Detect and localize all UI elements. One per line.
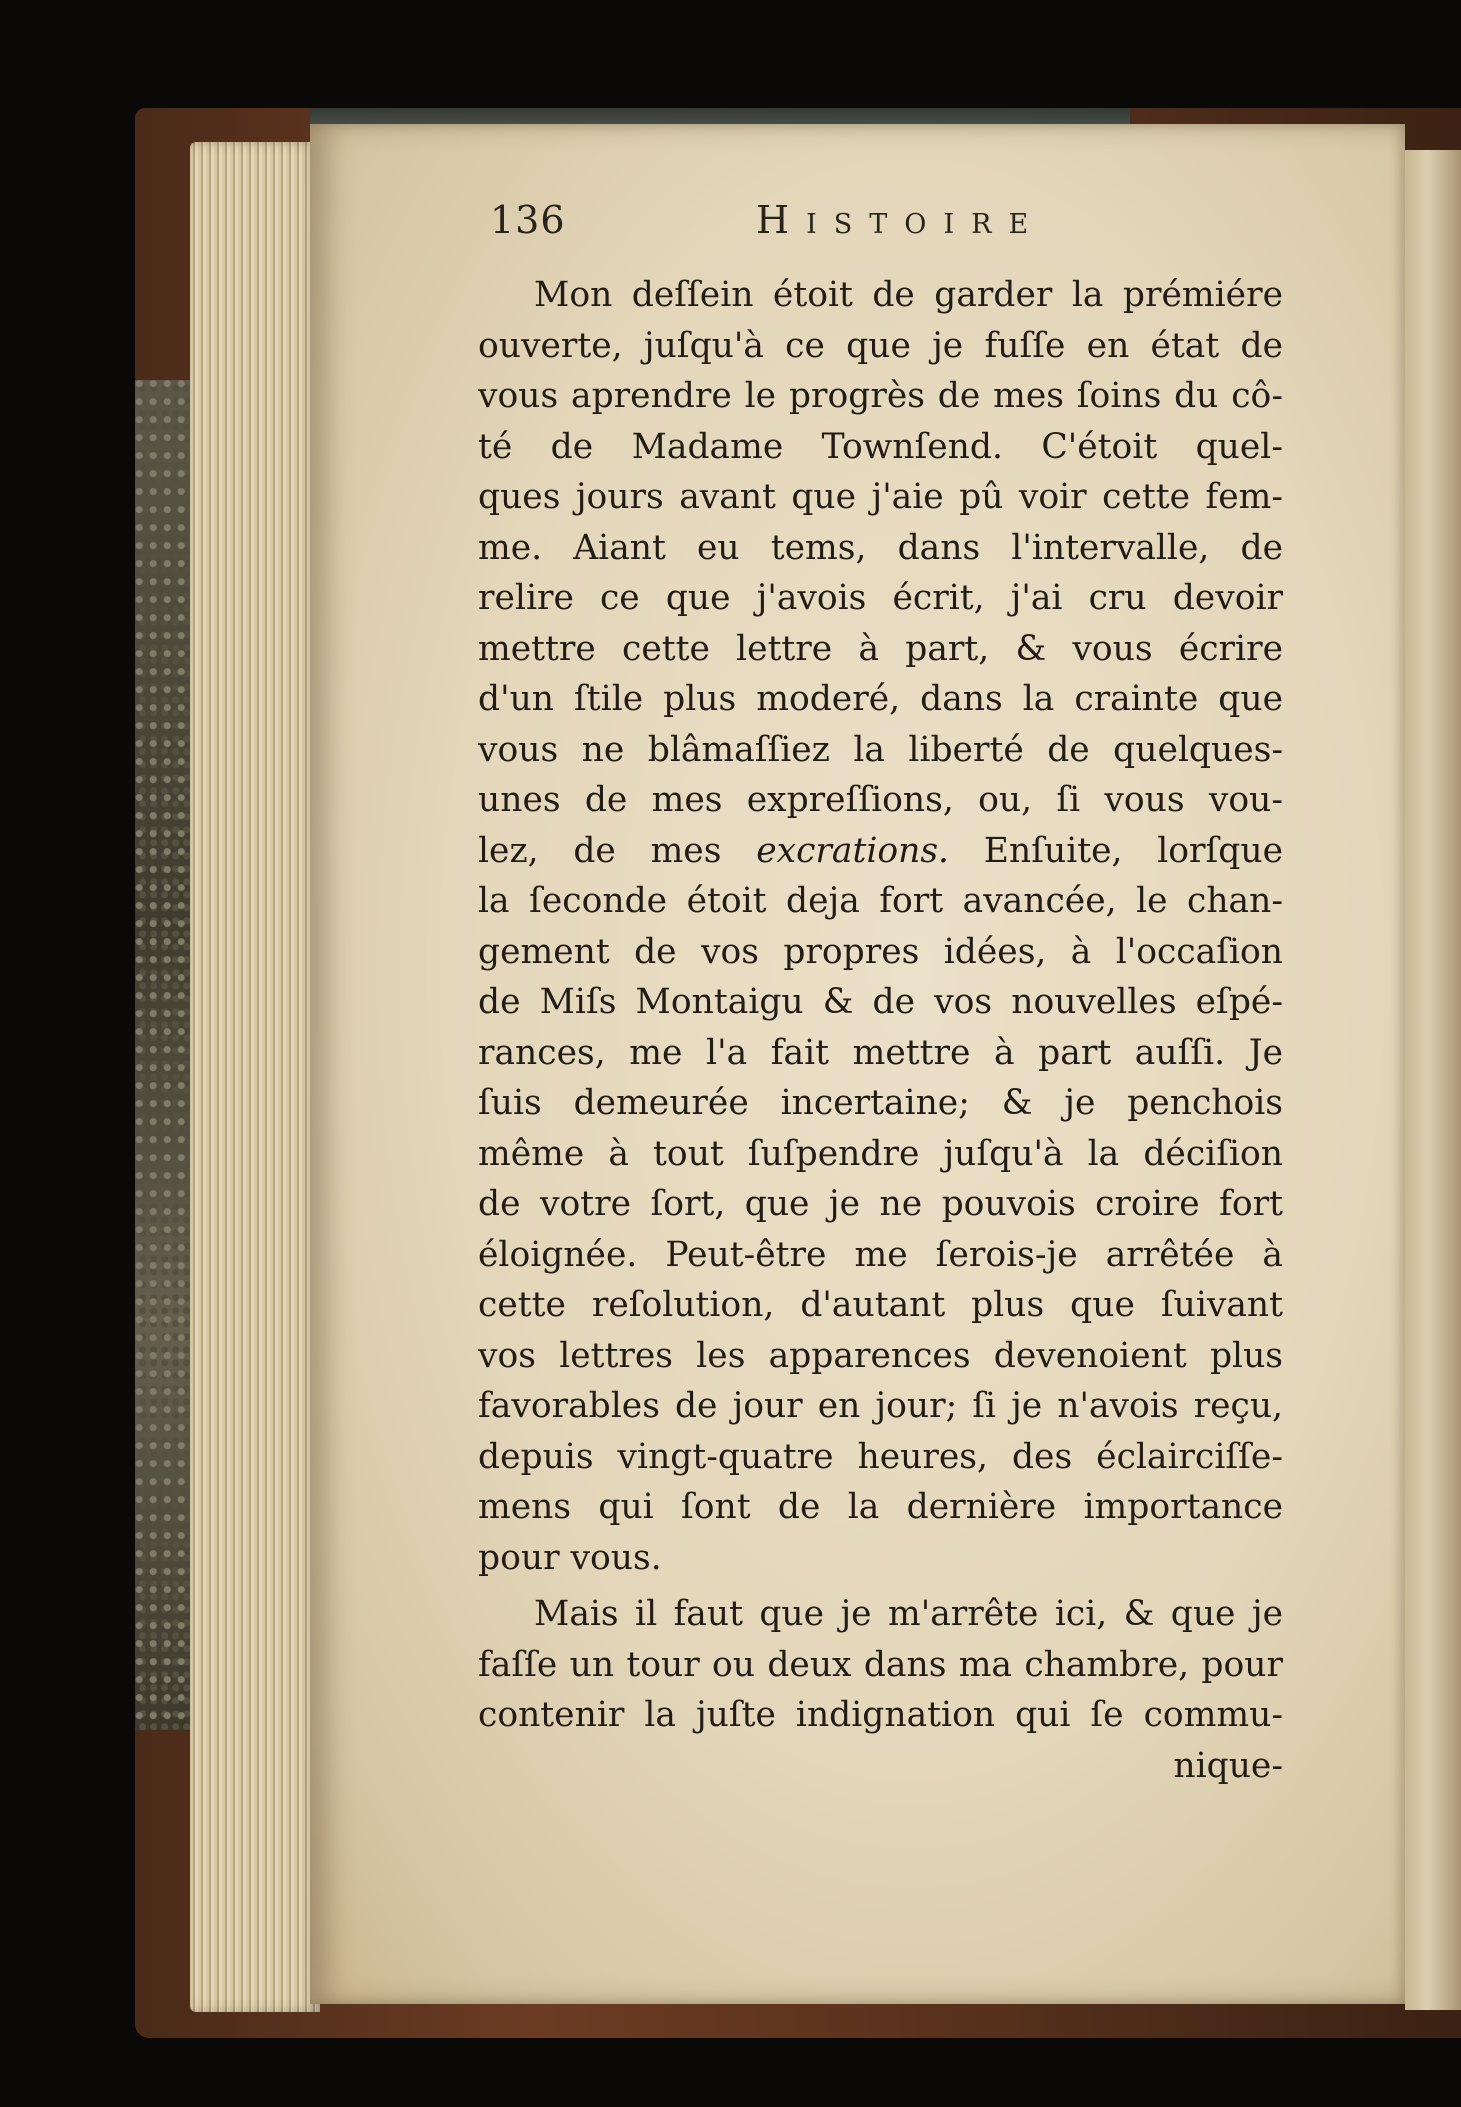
text-line: gement de vos propres idées, à l'occaſion (478, 931, 1283, 972)
text-line: pour vous. (478, 1537, 662, 1578)
text-line: de Miſs Montaigu & de vos nouvelles eſpé- (478, 982, 1283, 1022)
text-line: contenir la juſte indignation qui ſe commu- (478, 1695, 1283, 1735)
text-line: mettre cette lettre à part, & vous écrire (478, 628, 1283, 669)
text-line: même à tout ſuſpendre juſqu'à la déciſion (478, 1133, 1283, 1174)
marbled-board (135, 380, 190, 1730)
text-line: ſuis demeurée incertaine; & je penchois (478, 1083, 1283, 1123)
text-line: té de Madame Townſend. C'étoit quel- (478, 426, 1283, 467)
text-line-with-italic (478, 826, 1283, 877)
text-line: vous ne blâmaſſiez la liberté de quelques- (478, 729, 1283, 770)
page-edges (190, 142, 320, 2012)
text-fragment: lez, de mes (478, 830, 722, 871)
text-line: ques jours avant que j'aie pû voir cette fem- (478, 477, 1283, 517)
page-number: 136 (490, 198, 566, 242)
text-line: unes de mes expreſſions, ou, ſi vous vou- (478, 780, 1283, 820)
text-line: Mon deſſein étoit de garder la prémiére (534, 275, 1283, 315)
text-line: ouverte, juſqu'à ce que je fuſſe en état de (478, 325, 1283, 366)
text-line: vous aprendre le progrès de mes ſoins du cô- (478, 376, 1283, 416)
italic-word: excrations. (756, 830, 950, 871)
text-line: depuis vingt-quatre heures, des éclairciſſe- (478, 1436, 1283, 1477)
catchword: nique- (1173, 1745, 1283, 1786)
text-line: de votre ſort, que je ne pouvois croire fort (478, 1184, 1283, 1224)
text-line: la ſeconde étoit deja fort avancée, le chan- (478, 881, 1283, 921)
text-line: relire ce que j'avois écrit, j'ai cru devoir (478, 578, 1283, 618)
text-line: vos lettres les apparences devenoient plus (478, 1335, 1283, 1376)
text-line: Mais il faut que je m'arrête ici, & que je (534, 1594, 1283, 1634)
text-line: d'un ſtile plus moderé, dans la crainte que (478, 679, 1283, 719)
text-line: faſſe un tour ou deux dans ma chambre, pour (478, 1644, 1283, 1685)
text-line: cette reſolution, d'autant plus que ſuivant (478, 1285, 1283, 1325)
text-block (478, 270, 1283, 1791)
text-line: favorables de jour en jour; ſi je n'avois reçu, (478, 1386, 1283, 1426)
facing-page-edge (1405, 150, 1461, 2010)
text-line: me. Aiant eu tems, dans l'intervalle, de (478, 527, 1283, 568)
running-head: Histoire (756, 198, 1046, 242)
text-line: rances, me l'a fait mettre à part auſſi. Je (478, 1032, 1283, 1073)
text-line: éloignée. Peut-être me ſerois-je arrêtée à (478, 1234, 1283, 1275)
text-line: mens qui ſont de la dernière importance (478, 1487, 1283, 1527)
text-fragment: Enſuite, lorſque (983, 830, 1284, 871)
